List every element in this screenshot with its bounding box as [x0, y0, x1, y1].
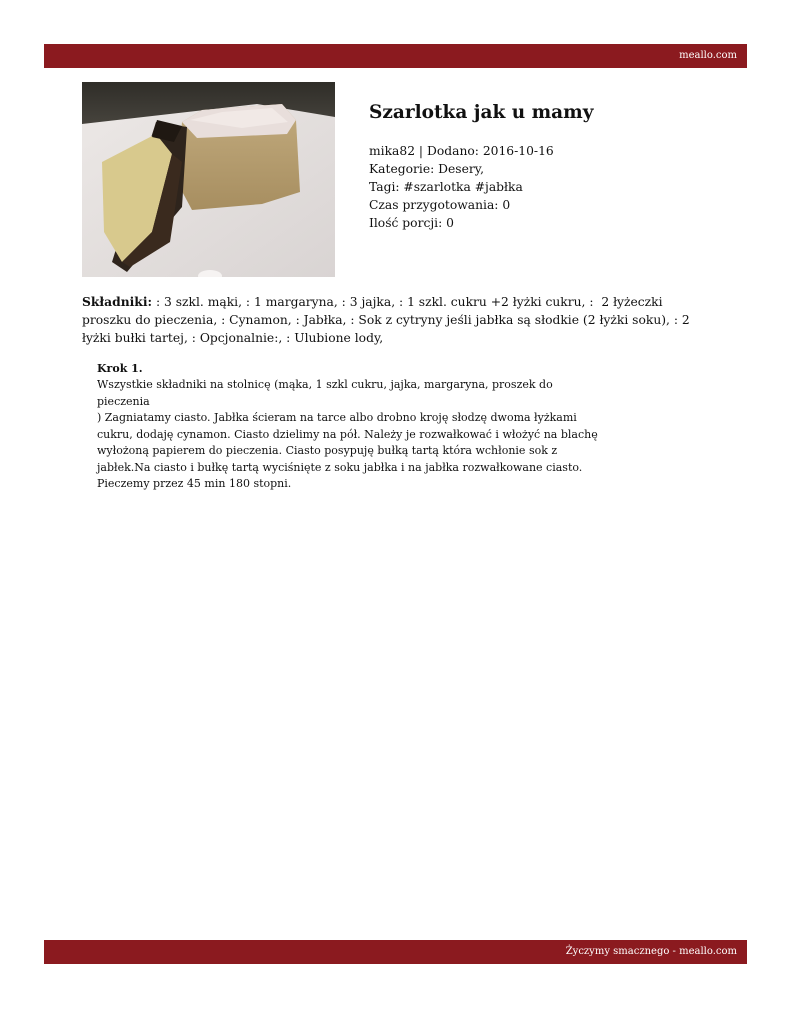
step-line: Pieczemy przez 45 min 180 stopni.	[97, 477, 292, 490]
step-text	[97, 377, 607, 493]
footer-text: Życzymy smacznego - meallo.com	[565, 946, 737, 957]
ingredients-label: Składniki:	[82, 294, 153, 309]
step-line: ) Zagniatamy ciasto. Jabłka ścieram na tarce albo drobno kroję słodzę dwoma łyżkami	[97, 411, 577, 424]
step-line: jabłek.Na ciasto i bułkę tartą wyciśnięte z soku jabłka i na jabłka rozwałkowane ciasto.	[97, 460, 583, 474]
author-date: mika82 | Dodano: 2016-10-16	[369, 144, 554, 158]
step-line: Wszystkie składniki na stolnicę (mąka, 1 szkl cukru, jajka, margaryna, proszek do pieczenia	[97, 378, 553, 408]
ingredients-text: : 3 szkl. mąki, : 1 margaryna, : 3 jajka, : 1 szkl. cukru +2 łyżki cukru, : 2 łyżeczki proszku do pieczenia, : Cynamon, : Jabłka, : Sok z cytryny jeśli jabłka są słodkie (2 łyżki soku), : 2 łyżki bułki tartej, : Opcjonalnie:, : Ulubione lody,	[82, 295, 694, 345]
step-line: wyłożoną papierem do pieczenia. Ciasto posypuję bułką tartą która wchłonie sok z	[97, 444, 558, 457]
recipe-photo	[82, 82, 335, 277]
ingredients	[82, 293, 712, 347]
step-title: Krok 1.	[97, 362, 143, 375]
recipe-info	[369, 100, 749, 232]
footer-band	[44, 940, 747, 964]
categories: Kategorie: Desery,	[369, 162, 484, 176]
header-band	[44, 44, 747, 68]
step-1	[97, 362, 607, 493]
tags: Tagi: #szarlotka #jabłka	[369, 180, 523, 194]
step-line: cukru, dodaję cynamon. Ciasto dzielimy na pół. Należy je rozwałkować i włożyć na blachę	[97, 427, 598, 441]
prep-time: Czas przygotowania: 0	[369, 198, 511, 212]
header-site-link[interactable]: meallo.com	[679, 50, 737, 61]
recipe-title: Szarlotka jak u mamy	[369, 102, 594, 123]
servings: Ilość porcji: 0	[369, 216, 454, 230]
